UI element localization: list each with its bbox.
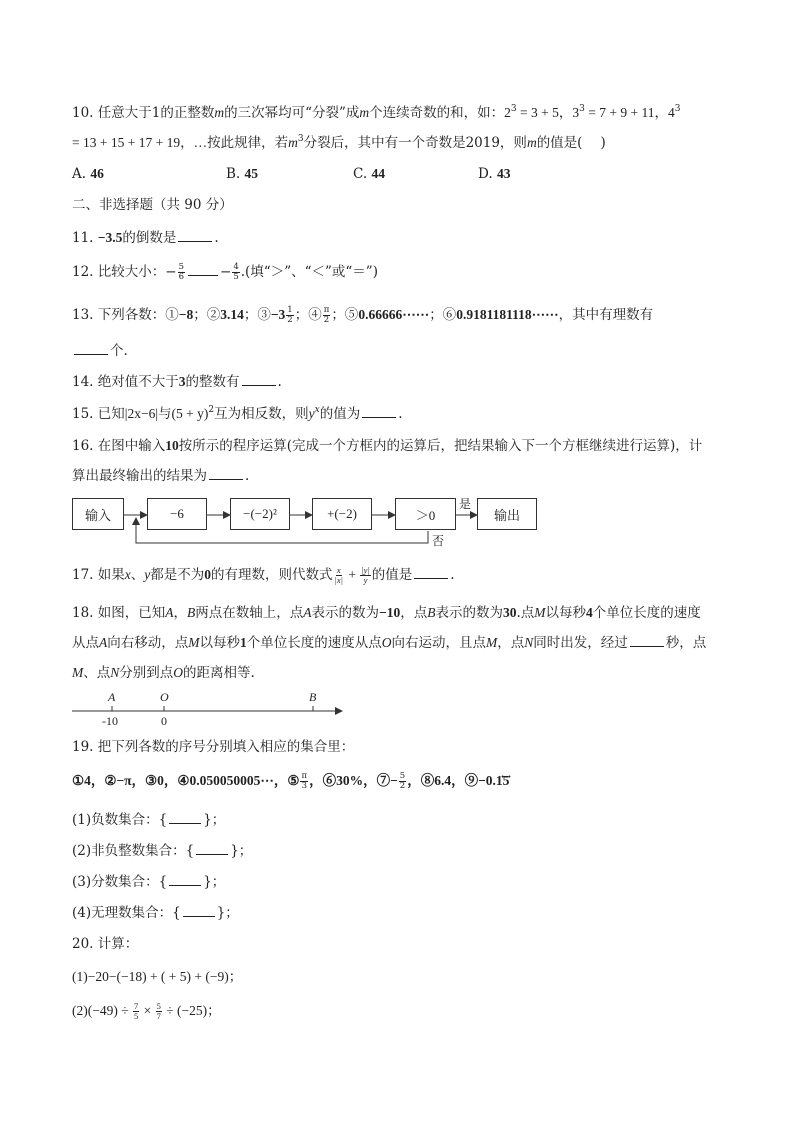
q10-example-2-rhs: = 7 + 9 + 11， [584, 105, 668, 120]
numerator: 5 [156, 1001, 161, 1012]
set-close: }； [230, 843, 253, 859]
q18-text: ，点 [400, 605, 428, 621]
q11-text: 的倒数是 [122, 230, 177, 246]
denominator: 3 [301, 781, 307, 791]
answer-blank[interactable] [183, 904, 215, 917]
q12-text: − [220, 264, 232, 280]
denominator: 7 [156, 1011, 161, 1022]
question-15 [72, 404, 403, 424]
choice-b[interactable] [226, 164, 258, 184]
fraction [334, 566, 344, 585]
denominator: 2 [399, 781, 406, 791]
numerator: |y| [361, 565, 370, 575]
set-label: (3)分数集合：{ [72, 874, 168, 890]
q13-text: ，其中有理数有 [558, 307, 654, 323]
q18-point: A [303, 605, 312, 620]
q18-text: 以每秒 [545, 605, 587, 621]
q16-text: 16. 在图中输入 [72, 438, 166, 454]
flow-label-no: 否 [432, 534, 445, 548]
question-16-line-2 [72, 466, 249, 486]
q13-text: ；④ [294, 307, 322, 323]
question-11 [72, 228, 219, 248]
choice-value: 43 [496, 166, 511, 181]
q13-value: −3 [270, 307, 286, 322]
q10-text: ) [600, 135, 606, 151]
question-12 [72, 262, 378, 282]
q18-text: 分别到点 [119, 665, 174, 681]
fraction [178, 263, 185, 282]
q18-text: ， [173, 605, 188, 621]
q18-value: 30 [502, 605, 517, 620]
question-18-line-2 [72, 633, 706, 653]
answer-blank[interactable] [242, 373, 276, 386]
q13-value: 0.9181181118⋯⋯ [456, 307, 559, 322]
fraction [360, 566, 370, 585]
question-13-line-1 [72, 305, 653, 325]
q15-text: . [398, 406, 403, 422]
point-b-label: B [309, 690, 317, 704]
q15-expression: (5 + y) [171, 406, 209, 421]
q10-var-m: m [359, 105, 370, 120]
q15-exponent: x [314, 405, 320, 415]
answer-blank[interactable] [209, 467, 243, 480]
q10-text: 10. 任意大于1的正整数 [72, 105, 215, 121]
set-close: }； [216, 905, 239, 921]
choice-letter: B. [226, 166, 241, 182]
flow-box-input: 输入 [72, 498, 124, 530]
point-o-label: O [160, 690, 169, 704]
q18-text: 的距离相等. [183, 665, 255, 681]
q18-point: N [524, 635, 534, 650]
q10-text: = 13 + 15 + 17 + 19，…按此规律，若 [72, 135, 289, 150]
flow-box-square: −(−2)² [230, 498, 290, 530]
q18-text: 个单位长度的速度 [592, 605, 701, 621]
q17-text: 17. 如果 [72, 567, 125, 583]
answer-blank[interactable] [178, 229, 212, 242]
denominator: 2 [287, 315, 293, 325]
question-20-part-1: (1)−20−(−18) + ( + 5) + (−9)； [72, 969, 243, 984]
numerator: x [336, 565, 341, 575]
set-label: (1)负数集合：{ [72, 812, 168, 828]
q18-text: 秒，点 [665, 635, 707, 651]
q18-text: 以每秒 [199, 635, 240, 651]
q13-text: 13. 下列各数：① [72, 307, 179, 323]
number-line [72, 690, 362, 730]
section-heading: 二、非选择题（共 90 分） [72, 197, 233, 213]
q17-value: 0 [204, 567, 212, 582]
q16-text: . [245, 468, 250, 484]
denominator: 2 [323, 315, 330, 325]
q15-text: 互为相反数，则 [214, 406, 309, 422]
fraction [232, 263, 239, 282]
flow-box-plus: +(−2) [312, 498, 372, 530]
q16-text: 算出最终输出的结果为 [72, 468, 207, 484]
choice-letter: D. [478, 166, 493, 182]
q13-text: ；⑤ [331, 307, 359, 323]
program-flowchart [72, 498, 552, 550]
q17-text: 都是不为 [150, 567, 205, 583]
q18-text: ，点 [497, 635, 525, 651]
q10-example-1: 2 [504, 105, 511, 120]
fraction [156, 1002, 162, 1021]
q10-text: 个连续奇数的和，如： [369, 105, 505, 121]
q15-text: 的值为 [319, 406, 361, 422]
q14-text: . [277, 374, 282, 390]
q13-text: ；② [193, 307, 221, 323]
q20-expression: ÷ (−25)； [162, 1003, 221, 1018]
choice-letter: C. [353, 166, 368, 182]
set-close: }； [203, 812, 226, 828]
fraction [133, 1002, 139, 1021]
q15-exponent: 2 [208, 405, 215, 415]
flow-label-yes: 是 [459, 497, 472, 511]
q14-text: 的整数有 [185, 374, 240, 390]
q19-items: ，⑥30%，⑦− [309, 773, 398, 788]
q18-text: 、点 [83, 665, 111, 681]
set-irrational [72, 903, 239, 923]
fraction [300, 772, 308, 791]
q19-items: ①4，②−π，③0，④0.050050005⋯，⑤ [72, 773, 300, 788]
q15-text: 与 [158, 406, 172, 422]
q20-expression: (2)(−49) ÷ [72, 1003, 133, 1018]
answer-blank[interactable] [169, 811, 201, 824]
q13-text: 个. [110, 343, 128, 359]
choice-value: 45 [244, 166, 259, 181]
set-label: (4)无理数集合：{ [72, 905, 181, 921]
q15-var-y: y [308, 406, 315, 421]
q18-value: 1 [240, 635, 247, 650]
q18-point: B [187, 605, 196, 620]
question-16-line-1 [72, 436, 702, 456]
q16-text: 按所示的程序运算(完成一个方框内的运算后，把结果输入下一个方框继续进行运算)，计 [178, 438, 703, 454]
numerator: 4 [233, 262, 239, 272]
q10-exponent: 3 [297, 134, 304, 144]
q18-point: A [99, 635, 108, 650]
q13-value: 0.66666⋯⋯ [358, 307, 430, 322]
q18-text: 表示的数为 [435, 605, 503, 621]
fraction [286, 306, 293, 325]
question-19-items [72, 771, 509, 791]
answer-blank[interactable] [414, 566, 448, 579]
numerator: 5 [178, 262, 184, 272]
q10-exponent: 3 [579, 104, 585, 114]
q10-choices [72, 164, 552, 184]
q10-text: 分裂后，其中有一个奇数是2019，则 [303, 135, 527, 151]
q15-expression: |2x−6| [124, 406, 159, 421]
question-18-line-1 [72, 603, 701, 623]
q10-example-1-rhs: = 3 + 5， [516, 105, 573, 120]
q18-text: 向右移动，点 [107, 635, 189, 651]
numerator: 1 [287, 305, 293, 315]
answer-blank[interactable] [169, 873, 201, 886]
q18-point: A [165, 605, 174, 620]
q10-text: 的值是( [536, 135, 583, 151]
q14-value: 3 [178, 374, 186, 389]
q13-text: ；③ [243, 307, 271, 323]
q18-text: 两点在数轴上，点 [195, 605, 304, 621]
set-negative [72, 810, 225, 830]
q18-point: O [173, 665, 184, 680]
q14-text: 14. 绝对值不大于 [72, 374, 179, 390]
q10-text: 的三次幂均可“分裂”成 [224, 105, 360, 121]
answer-blank[interactable] [188, 263, 218, 276]
q10-exponent: 3 [674, 104, 681, 114]
q17-text: . [450, 567, 455, 583]
denominator: y [363, 575, 368, 585]
set-nonnegative-integer [72, 841, 252, 861]
q11-value: −3.5 [97, 230, 123, 245]
q18-value: −10 [379, 605, 401, 620]
answer-blank[interactable] [74, 342, 108, 355]
q18-point: N [110, 665, 120, 680]
q13-text: ；⑥ [429, 307, 457, 323]
q20-operator: × [140, 1003, 155, 1018]
q12-text: 12. 比较大小：− [72, 264, 177, 280]
tick-label-neg10: -10 [102, 714, 118, 728]
q17-text: 的值是 [371, 567, 413, 583]
q17-var-y: y [144, 567, 151, 582]
choice-a[interactable] [72, 164, 104, 184]
q18-point: M [534, 605, 546, 620]
question-20-part-2 [72, 1001, 221, 1021]
q10-var-m: m [288, 135, 298, 150]
answer-blank[interactable] [630, 634, 664, 647]
q10-var-m: m [526, 135, 537, 150]
set-label: (2)非负整数集合：{ [72, 843, 195, 859]
question-19-title: 19. 把下列各数的序号分别填入相应的集合里： [72, 739, 355, 755]
q17-operator: + [344, 567, 360, 582]
choice-c[interactable] [353, 164, 385, 184]
q18-point: M [72, 665, 84, 680]
tick-label-zero: 0 [161, 714, 167, 728]
question-13-line-2 [72, 341, 128, 361]
q13-value: −8 [178, 307, 194, 322]
denominator: |x| [334, 575, 343, 585]
q15-text: 15. 已知 [72, 406, 125, 422]
question-14 [72, 372, 282, 392]
q11-number: 11. [72, 230, 98, 246]
flow-box-compare: ＞0 [395, 498, 456, 530]
denominator: 5 [134, 1011, 139, 1022]
q17-text: 、 [130, 567, 145, 583]
q10-example-2: 3 [572, 105, 580, 120]
question-10-line-1 [72, 103, 680, 123]
numerator: π [323, 305, 330, 315]
question-10-line-2 [72, 133, 606, 153]
q18-text: 18. 如图，已知 [72, 605, 166, 621]
choice-value: 46 [90, 166, 104, 181]
question-20-title: 20. 计算： [72, 936, 139, 952]
q11-text: . [214, 230, 219, 246]
q17-var-x: x [124, 567, 131, 582]
numerator: 5 [399, 771, 406, 781]
denominator: 5 [233, 272, 239, 282]
numerator: π [301, 771, 308, 781]
q18-text: 个单位长度的速度从点 [246, 635, 382, 651]
q18-text: 从点 [72, 635, 99, 651]
q18-point: O [381, 635, 392, 650]
q18-text: 向右运动，且点 [391, 635, 486, 651]
fraction [399, 772, 406, 791]
q18-point: M [188, 635, 200, 650]
choice-value: 44 [371, 166, 385, 181]
choice-d[interactable] [478, 164, 510, 184]
flow-box-minus-6: −6 [147, 498, 207, 530]
q18-point: B [427, 605, 436, 620]
question-18-line-3 [72, 663, 255, 683]
q10-exponent: 3 [510, 104, 517, 114]
q17-text: 的有理数，则代数式 [211, 567, 333, 583]
numerator: 7 [134, 1001, 139, 1012]
answer-blank[interactable] [362, 405, 396, 418]
answer-blank[interactable] [196, 842, 228, 855]
q10-var-m: m [214, 105, 225, 120]
q18-text: 表示的数为 [311, 605, 380, 621]
fraction [323, 306, 331, 325]
point-a-label: A [108, 690, 116, 704]
q19-items: ，⑧6.4，⑨−0.1̇5̇ [407, 773, 510, 788]
choice-letter: A. [72, 166, 87, 182]
question-17 [72, 565, 455, 585]
set-close: }； [203, 874, 226, 890]
denominator: 6 [178, 272, 184, 282]
q16-value: 10 [165, 438, 179, 453]
q18-text: .点 [516, 605, 535, 621]
q18-text: 同时出发，经过 [533, 635, 628, 651]
set-fraction [72, 872, 225, 892]
q13-value: 3.14 [220, 307, 244, 322]
q18-value: 4 [586, 605, 593, 620]
q18-point: M [486, 635, 498, 650]
q10-example-3: 4 [667, 105, 675, 120]
flow-box-output: 输出 [477, 498, 537, 530]
q12-text: .(填“＞”、“＜”或“＝”) [240, 264, 378, 280]
